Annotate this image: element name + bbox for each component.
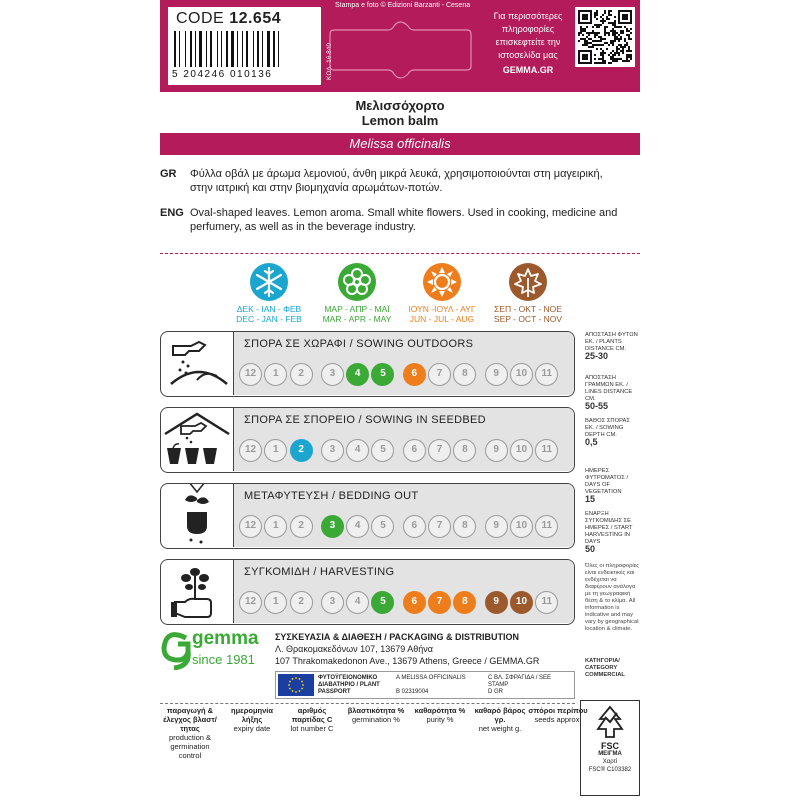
footer-field [160,706,220,760]
barcode-box [168,7,321,85]
ean-number: 5 204246 010136 [172,69,273,80]
disclaimer-note: Όλες οι πληροφορίες είναι ενδεικτικές και ενδέχεται να διαφέρουν ανάλογα με τη γεωγραφική θέση & το κλίμα. All information is indicative and may vary by geographical location & climate. [585,563,640,632]
harvest-icon [161,560,233,623]
copyright-text: Stampa e foto © Edizioni Barzanti - Cesena [335,2,471,9]
spec-sowing-depth: ΒΑΘΟΣ ΣΠΟΡΑΣ ΕΚ. / SOWING DEPTH CM. 0,5 [585,418,630,447]
footer-field-gr: βλαστικότητα % [347,706,405,715]
brand-name: gemma [192,628,259,649]
packaging-info: ΣΥΣΚΕΥΑΣΙΑ & ΔΙΑΘΕΣΗ / PACKAGING & DISTRIBUTION Λ. Θρακομακεδόνων 107, 13679 Αθήνα 107 Thrakomakedonon Ave., 13679 Athens, Greece / GEMMA.GR [275,632,540,666]
sun-icon [422,262,462,302]
spec-plant-distance: ΑΠΟΣΤΑΣΗ ΦΥΤΩΝ ΕΚ. / PLANTS DISTANCE CM. 25-30 [585,332,638,361]
description-gr: Φύλλα οβάλ με άρωμα λεμονιού, άνθη μικρά λευκά, χρησιμοποιούνται στη μαγειρική, στην ιατρική και στην βιομηχανία αρωμάτων-ποτών. [190,168,603,194]
month-1: 1 [264,591,287,614]
month-2: 2 [290,591,313,614]
month-12: 12 [239,515,262,538]
month-11: 11 [535,591,558,614]
lang-gr: GR [160,168,177,180]
footer-field-en: purity % [426,715,454,724]
month-7: 7 [428,439,451,462]
footer-field [410,706,470,724]
month-row [239,363,561,386]
leaf-icon [508,262,548,302]
seedbed-icon [161,408,233,471]
row-bedding-out [160,483,575,549]
month-8: 8 [453,439,476,462]
footer-field-en: net weight g. [478,724,522,733]
footer-field [346,706,406,724]
website-link[interactable]: GEMMA.GR [502,65,554,75]
gemma-g-icon [160,630,194,670]
hanger-hole-outline [328,14,473,86]
footer-field [282,706,342,733]
month-5: 5 [371,439,394,462]
row-sowing-outdoors [160,331,575,397]
month-9: 9 [485,439,508,462]
month-9: 9 [485,515,508,538]
row-sowing-seedbed [160,407,575,473]
month-11: 11 [535,515,558,538]
lang-en: ENG [160,207,184,219]
title-english: Lemon balm [361,113,439,128]
month-4: 4 [346,439,369,462]
kod-label: ΚΩΔ. 16.840 [326,42,333,80]
footer-field [222,706,282,733]
month-7: 7 [428,591,451,614]
month-4: 4 [346,591,369,614]
month-2: 2 [290,439,313,462]
month-1: 1 [264,515,287,538]
footer-field-gr: καθαρό βάρος γρ. [474,706,526,724]
month-3: 3 [321,439,344,462]
month-8: 8 [453,515,476,538]
month-12: 12 [239,363,262,386]
month-1: 1 [264,363,287,386]
footer-field [470,706,530,733]
month-row [239,515,561,538]
month-6: 6 [403,591,426,614]
fsc-label: FSC ΜΕΙΓΜΑ Χαρτί FSC® C103382 [580,700,640,796]
season-spring: ΜΑΡ - ΑΠΡ - ΜΑΪ MAR - APR - MAY [320,262,394,324]
brand-since: since 1981 [192,652,255,667]
description-en: Oval-shaped leaves. Lemon aroma. Small white flowers. Used in cooking, medicine and perfumery, as well as in the beverage industry. [190,207,618,233]
eu-flag-icon [278,674,314,696]
footer-field-en: lot number C [290,724,334,733]
month-8: 8 [453,363,476,386]
row-title: ΣΠΟΡΑ ΣΕ ΧΩΡΑΦΙ / SOWING OUTDOORS [244,338,474,350]
category: ΚΑΤΗΓΟΡΙΑ/ CATEGORY COMMERCIAL [585,658,625,678]
row-title: ΜΕΤΑΦΥΤΕΥΣΗ / BEDDING OUT [244,490,419,502]
month-row [239,591,561,614]
season-summer: ΙΟΥΝ -ΙΟΥΛ - ΑΥΓ JUN - JUL - AUG [405,262,479,324]
spec-start-harvesting: ΕΝΑΡΞΗ ΣΥΓΚΟΜΙΔΗΣ ΣΕ ΗΜΕΡΕΣ / START HARVESTING IN DAYS 50 [585,511,633,554]
plant-passport [275,671,575,699]
passport-c: C ΒΛ. ΣΦΡΑΓΙΔΑ / SEE STAMP [488,675,552,688]
month-5: 5 [371,591,394,614]
row-title: ΣΥΓΚΟΜΙΔΗ / HARVESTING [244,566,395,578]
footer-field-gr: καθαρότητα % [414,706,466,715]
row-panel [233,484,574,547]
month-7: 7 [428,515,451,538]
snowflake-icon [249,262,289,302]
row-panel [233,560,574,623]
month-9: 9 [485,591,508,614]
divider [160,253,640,254]
barcode [174,31,315,67]
month-5: 5 [371,515,394,538]
month-row [239,439,561,462]
month-2: 2 [290,515,313,538]
month-3: 3 [321,363,344,386]
row-harvesting [160,559,575,625]
month-6: 6 [403,515,426,538]
passport-d: D GR [488,689,503,695]
footer-field-en: seeds approx. [534,715,582,724]
passport-a: A MELISSA OFFICINALIS [396,675,466,681]
month-8: 8 [453,591,476,614]
info-text: Για περισσότερες πληροφορίες επισκεφτείτε την ιστοσελίδα μας GEMMA.GR [493,11,563,75]
month-10: 10 [510,515,533,538]
row-panel [233,332,574,395]
month-3: 3 [321,515,344,538]
month-11: 11 [535,363,558,386]
product-code: CODE 12.654 [176,10,282,27]
flower-icon [337,262,377,302]
month-9: 9 [485,363,508,386]
month-10: 10 [510,439,533,462]
footer-field-gr: σπόροι περίπου [528,706,588,715]
title-greek: Μελισσόχορτο [355,98,445,113]
month-5: 5 [371,363,394,386]
footer-field-gr: παραγωγή & έλεγχος βλαστ/τητας [163,706,217,733]
row-title: ΣΠΟΡΑ ΣΕ ΣΠΟΡΕΙΟ / SOWING IN SEEDBED [244,414,486,426]
sowing-outdoors-icon [161,332,233,395]
month-12: 12 [239,591,262,614]
month-4: 4 [346,363,369,386]
footer-divider [160,703,575,704]
month-2: 2 [290,363,313,386]
footer-field-en: germination % [352,715,400,724]
season-winter: ΔΕΚ - ΙΑΝ - ΦΕΒ DEC - JAN - FEB [232,262,306,324]
spec-line-distance: ΑΠΟΣΤΑΣΗ ΓΡΑΜΜΩΝ ΕΚ. / LINES DISTANCE CM. 50-55 [585,375,633,411]
footer-field-en: production & germination control [168,733,212,760]
footer-field-gr: αριθμός παρτίδας C [291,706,333,724]
gemma-logo [160,630,270,670]
month-4: 4 [346,515,369,538]
month-6: 6 [403,439,426,462]
footer-field-en: expiry date [233,724,271,733]
month-10: 10 [510,591,533,614]
month-12: 12 [239,439,262,462]
passport-title: ΦΥΤΟΫΓΕΙΟΝΟΜΙΚΟ ΔΙΑΒΑΤΗΡΙΟ / PLANT PASSPORT [318,675,380,695]
season-autumn: ΣΕΠ - ΟΚΤ - ΝΟΕ SEP - OCT - NOV [491,262,565,324]
month-3: 3 [321,591,344,614]
footer-field-gr: ημερομηνία λήξης [231,706,273,724]
month-11: 11 [535,439,558,462]
row-panel [233,408,574,471]
passport-b: B 02319004 [396,689,429,695]
month-7: 7 [428,363,451,386]
transplant-icon [161,484,233,547]
latin-name: Melissa officinalis [160,133,640,155]
footer-field [528,706,588,724]
month-10: 10 [510,363,533,386]
fsc-tree-icon [595,705,625,739]
spec-vegetation-days: ΗΜΕΡΕΣ ΦΥΤΡΩΜΑΤΟΣ / DAYS OF VEGETATION 15 [585,468,629,504]
month-1: 1 [264,439,287,462]
qr-code-icon[interactable] [575,7,635,67]
month-6: 6 [403,363,426,386]
